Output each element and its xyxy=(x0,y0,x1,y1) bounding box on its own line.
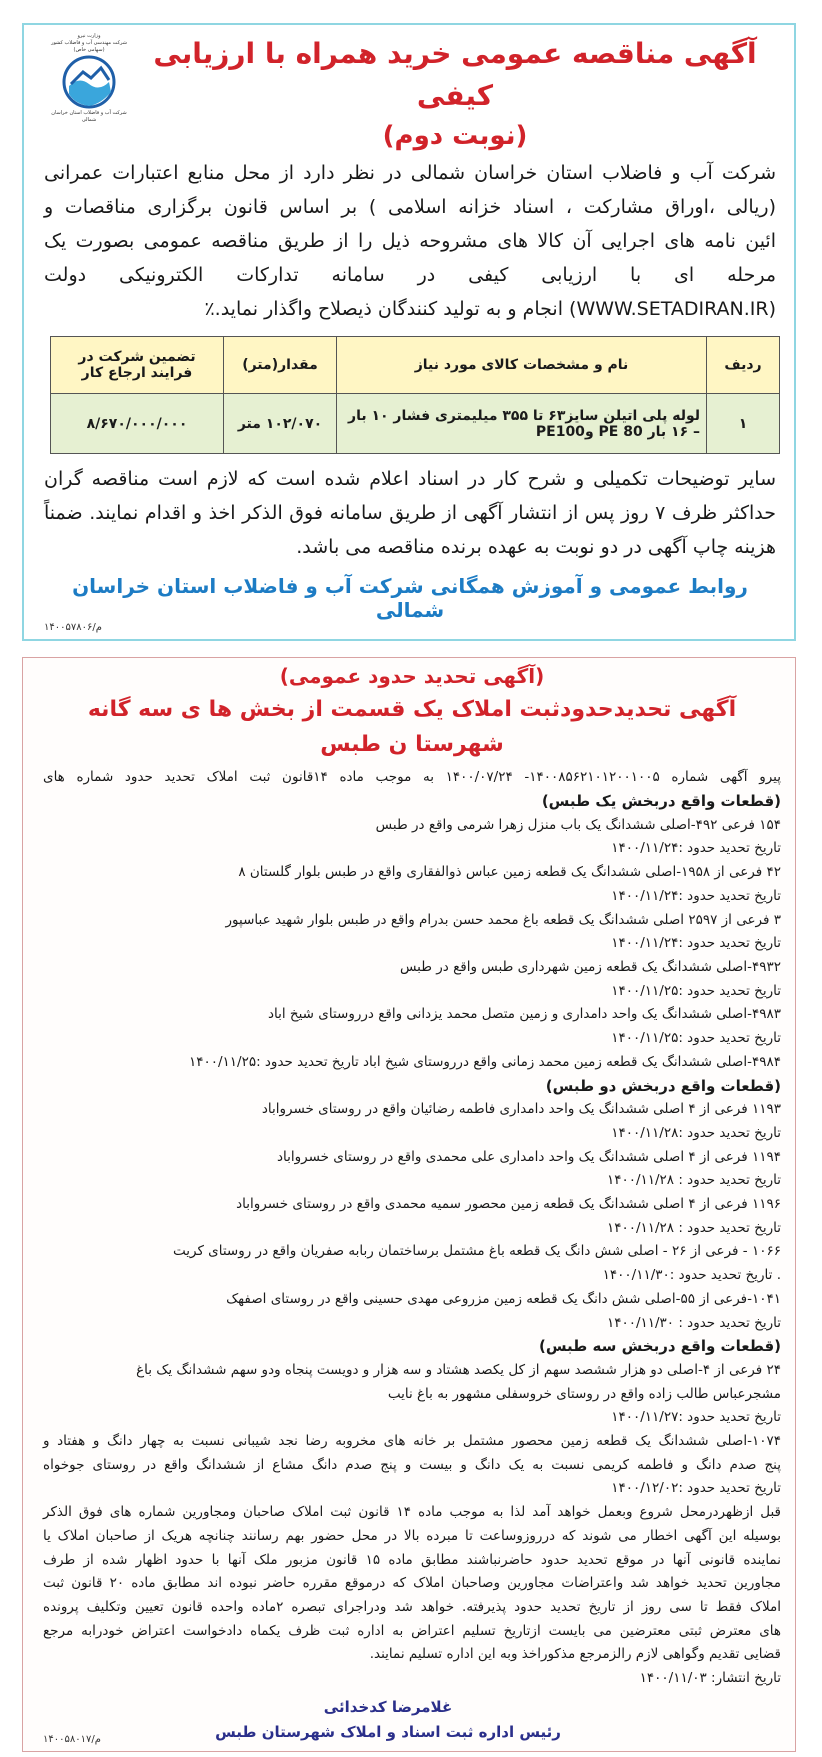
reference-number: م/۱۴۰۰۵۸۰۱۷ xyxy=(43,1733,101,1745)
notice-line: املاک فقط تا سی روز از تاریخ تحدید حدود پذیرفته. خواهد شد ودراجرای تبصره ۲ماده واحده قانون تعیین وتکلیف پرونده xyxy=(43,1598,781,1615)
notice-line: ۱۰۶۶ - فرعی از ۲۶ - اصلی شش دانگ یک قطعه باغ مشتمل برساختمان ربابه صفریان واقع در روستای کریت xyxy=(172,1243,781,1260)
section-heading: (قطعات واقع دربخش سه طبس) xyxy=(538,1337,781,1356)
signer xyxy=(173,1695,603,1745)
signature-block xyxy=(43,1695,781,1745)
logo-text: شرکت آب و فاضلاب استان خراسان شمالی xyxy=(51,110,127,123)
col-quantity: مقدار(متر) xyxy=(224,337,337,394)
cell-quantity: ۱۰۲/۰۷۰ متر xyxy=(224,394,337,454)
notes-line: هزینه چاپ آگهی در دو نوبت به عهده برنده مناقصه می باشد. xyxy=(296,536,776,558)
tender-title: آگهی مناقصه عمومی خرید همراه با ارزیابی کیفی xyxy=(153,37,757,112)
col-item: نام و مشخصات کالای مورد نیاز xyxy=(337,337,707,394)
notes-line: حداکثر ظرف ۷ روز پس از انتشار آگهی از طریق سامانه فوق الذکر اخذ و اقدام نمایند. ضمناً xyxy=(44,502,777,524)
intro-line: ائین نامه های اجرایی آن کالا های مشروحه ذیل را از طریق مناقصه عمومی بصورت یک xyxy=(44,230,776,252)
tender-header xyxy=(44,33,776,156)
notice-line: بوسیله این آگهی اخطار می شوند که درروزوساعت تا مبرده بالا در محل حضور بهم رسانند چنانچه هریک از صاحبان املاک یا xyxy=(43,1527,781,1544)
notice-line: ۲۴ فرعی از ۴-اصلی دو هزار ششصد سهم از کل یکصد هشتاد و سه هزار و دویست پنجاه ودو سهم ششدانگ یک باغ xyxy=(136,1361,781,1378)
table-header-row xyxy=(51,337,780,394)
section-heading: (قطعات واقع دربخش یک طبس) xyxy=(541,792,781,811)
section-heading: (قطعات واقع دربخش دو طبس) xyxy=(545,1076,781,1095)
intro-line: (WWW.SETADIRAN.IR) انجام و به تولید کنندگان ذیصلاح واگذار نماید.٪ xyxy=(204,298,776,320)
col-guarantee: تضمین شرکت در فرایند ارجاع کار xyxy=(51,337,224,394)
signer-title: رئیس اداره ثبت اسناد و املاک شهرستان طبس xyxy=(215,1722,561,1741)
tender-titles xyxy=(134,33,776,156)
water-drop-logo-icon xyxy=(61,54,117,110)
tender-notice xyxy=(22,23,796,641)
notice-line: مشجرعباس طالب زاده واقع در روستای خروسفلی مشهور به باغ نایب xyxy=(387,1385,781,1402)
notice-line: مجاورین تحدید خواهد شد واعتراضات مجاورین وصاحبان املاک که درموقع مقرره حاضر نبوده اند مطابق ماده ۲۰ قانون ثبت xyxy=(43,1575,781,1592)
notice-line: . تاریخ تحدید حدود :۱۴۰۰/۱۱/۳۰ xyxy=(602,1267,781,1284)
notice-line: تاریخ تحدید حدود :۱۴۰۰/۱۱/۲۵ xyxy=(611,1030,781,1047)
notice-line: قضایی تقدیم وگواهی لازم رالزمرجع مذکوراخذ وبه این اداره تسلیم نمایند. xyxy=(369,1646,781,1663)
notice-line: تاریخ تحدید حدود :۱۴۰۰/۱۱/۲۷ xyxy=(611,1409,781,1426)
boundary-title: (آگهی تحدید حدود عمومی) xyxy=(279,664,545,688)
notice-line: پیرو آگهی شماره ۱۴۰۰۸۵۶۲۱۰۱۲۰۰۱۰۰۵- ۱۴۰۰/۰۷/۲۴ به موجب ماده ۱۴قانون ثبت املاک تحدید حدود شماره های xyxy=(43,769,781,786)
notice-line: تاریخ تحدید حدود :۱۴۰۰/۱۲/۰۲ xyxy=(611,1480,781,1497)
notes-line: سایر توضیحات تکمیلی و شرح کار در اسناد اعلام شده است که لازم است مناقصه گران xyxy=(44,468,776,490)
notice-line: تاریخ تحدید حدود :۱۴۰۰/۱۱/۲۸ xyxy=(611,1124,781,1141)
publisher-footer: روابط عمومی و آموزش همگانی شرکت آب و فاضلاب استان خراسان شمالی xyxy=(72,574,748,622)
reference-number: م/۱۴۰۰۵۷۸۰۶ xyxy=(44,622,102,633)
notice-line: های معترض ثبتی معترضین می بایست ازتاریخ تسلیم اعتراض به اداره ثبت ظرف یکماه دادخواست اعتراض خودرابه مرجع xyxy=(43,1622,781,1639)
intro-line: شرکت آب و فاضلاب استان خراسان شمالی در نظر دارد از محل منابع اعتبارات عمرانی xyxy=(44,162,776,184)
notice-line: ۱۰۷۴-اصلی ششدانگ یک قطعه زمین محصور مشتمل بر خانه های مخروبه رضا نجد شیبانی نسبت به چهار دانگ و هفتاد و xyxy=(43,1433,781,1450)
notice-line: تاریخ انتشار: ۱۴۰۰/۱۱/۰۳ xyxy=(639,1670,781,1687)
signer-name: غلامرضا کدخدائی xyxy=(323,1697,453,1716)
notice-line: قبل ازظهردرمحل شروع وبعمل خواهد آمد لذا به موجب ماده ۱۴ قانون ثبت املاک صاحبان ومجاورین شماره های فوق الذکر xyxy=(43,1504,781,1521)
boundary-subtitle: آگهی تحدیدحدودثبت املاک یک قسمت از بخش ها ی سه گانه شهرستا ن طبس xyxy=(87,697,737,758)
cell-guarantee: ۸/۶۷۰/۰۰۰/۰۰۰ xyxy=(51,394,224,454)
cell-index: ۱ xyxy=(707,394,780,454)
cell-item: لوله پلی اتیلن سایز۶۳ تا ۳۵۵ میلیمتری فشار ۱۰ بار – ۱۶ بار PE 80 وPE100 xyxy=(337,394,707,454)
notice-line: تاریخ تحدید حدود : ۱۴۰۰/۱۱/۲۸ xyxy=(606,1172,781,1189)
notice-line: تاریخ تحدید حدود :۱۴۰۰/۱۱/۲۴ xyxy=(611,887,781,904)
notice-line: ۴۹۳۲-اصلی ششدانگ یک قطعه زمین شهرداری طبس واقع در طبس xyxy=(399,959,781,975)
notice-line: ۱۵۴ فرعی ۴۹۲-اصلی ششدانگ یک باب منزل زهرا شرمی واقع در طبس xyxy=(375,816,781,833)
notice-line: تاریخ تحدید حدود : ۱۴۰۰/۱۱/۲۸ xyxy=(606,1219,781,1236)
notice-line: نماینده قانونی آنها در موقع تحدید حدود حاضرنباشند مطابق ماده ۱۵ قانون مزبور ملک آنها با حدود اظهار شده از طرف xyxy=(43,1551,781,1568)
notice-line: تاریخ تحدید حدود : ۱۴۰۰/۱۱/۳۰ xyxy=(606,1314,781,1331)
boundary-lines xyxy=(43,766,781,1690)
logo-text: وزارت نیرو xyxy=(77,33,101,39)
notice-line: ۱۱۹۶ فرعی از ۴ اصلی ششدانگ یک قطعه زمین محصور سمیه محمدی واقع در روستای خسرواباد xyxy=(236,1196,781,1213)
col-index: ردیف xyxy=(707,337,780,394)
intro-line: مرحله ای با ارزیابی کیفی در سامانه تدارکات الکترونیکی دولت xyxy=(44,264,776,286)
notice-line: ۱۱۹۴ فرعی از ۴ اصلی ششدانگ یک واحد دامداری علی محمدی واقع در روستای خسرواباد xyxy=(277,1148,781,1165)
notice-line: پنج صدم دانگ و فاطمه کریمی نسبت به یک دانگ و بیست و پنج صدم دانگ مشاع از ششدانگ واقع در روستای جوخواه xyxy=(43,1456,781,1473)
logo-text: شرکت مهندسی آب و فاضلاب کشور xyxy=(51,40,127,46)
notice-line: ۴۹۸۳-اصلی ششدانگ یک واحد دامداری و زمین متصل محمد یزدانی واقع درروستای شیخ اباد xyxy=(267,1006,781,1023)
boundary-notice xyxy=(22,657,796,1752)
notice-line: ۴۹۸۴-اصلی ششدانگ یک قطعه زمین محمد زمانی واقع درروستای شیخ اباد تاریخ تحدید حدود :۱۴۰۰/۱۱/۲۵ xyxy=(188,1053,781,1070)
intro-line: (ریالی ،اوراق مشارکت ، اسناد خزانه اسلامی ) بر اساس قانون برگزاری مناقصات و xyxy=(44,196,776,218)
tender-subtitle: (نوبت دوم) xyxy=(382,121,528,151)
notice-line: ۱۱۹۳ فرعی از ۴ اصلی ششدانگ یک واحد دامداری فاطمه رضائیان واقع در روستای خسرواباد xyxy=(261,1101,781,1118)
notice-line: ۳ فرعی از ۲۵۹۷ اصلی ششدانگ یک قطعه باغ محمد حسن بدرام واقع در طبس بلوار شهید عباسپور xyxy=(225,911,781,928)
notice-line: تاریخ تحدید حدود :۱۴۰۰/۱۱/۲۵ xyxy=(611,982,781,999)
notice-line: تاریخ تحدید حدود :۱۴۰۰/۱۱/۲۴ xyxy=(611,840,781,857)
notice-line: ۱۰۴۱-فرعی از ۵۵-اصلی شش دانگ یک قطعه زمین مزروعی مهدی حسینی واقع در روستای اصفهک xyxy=(226,1290,781,1307)
water-company-logo xyxy=(44,33,134,124)
logo-text: (سهامی خاص) xyxy=(73,47,105,53)
notice-line: تاریخ تحدید حدود :۱۴۰۰/۱۱/۲۴ xyxy=(611,935,781,952)
notice-line: ۴۲ فرعی از ۱۹۵۸-اصلی ششدانگ یک قطعه زمین عباس ذوالفقاری واقع در طبس بلوار گلستان ۸ xyxy=(238,864,781,881)
table-row xyxy=(51,394,780,454)
items-table xyxy=(50,336,780,454)
